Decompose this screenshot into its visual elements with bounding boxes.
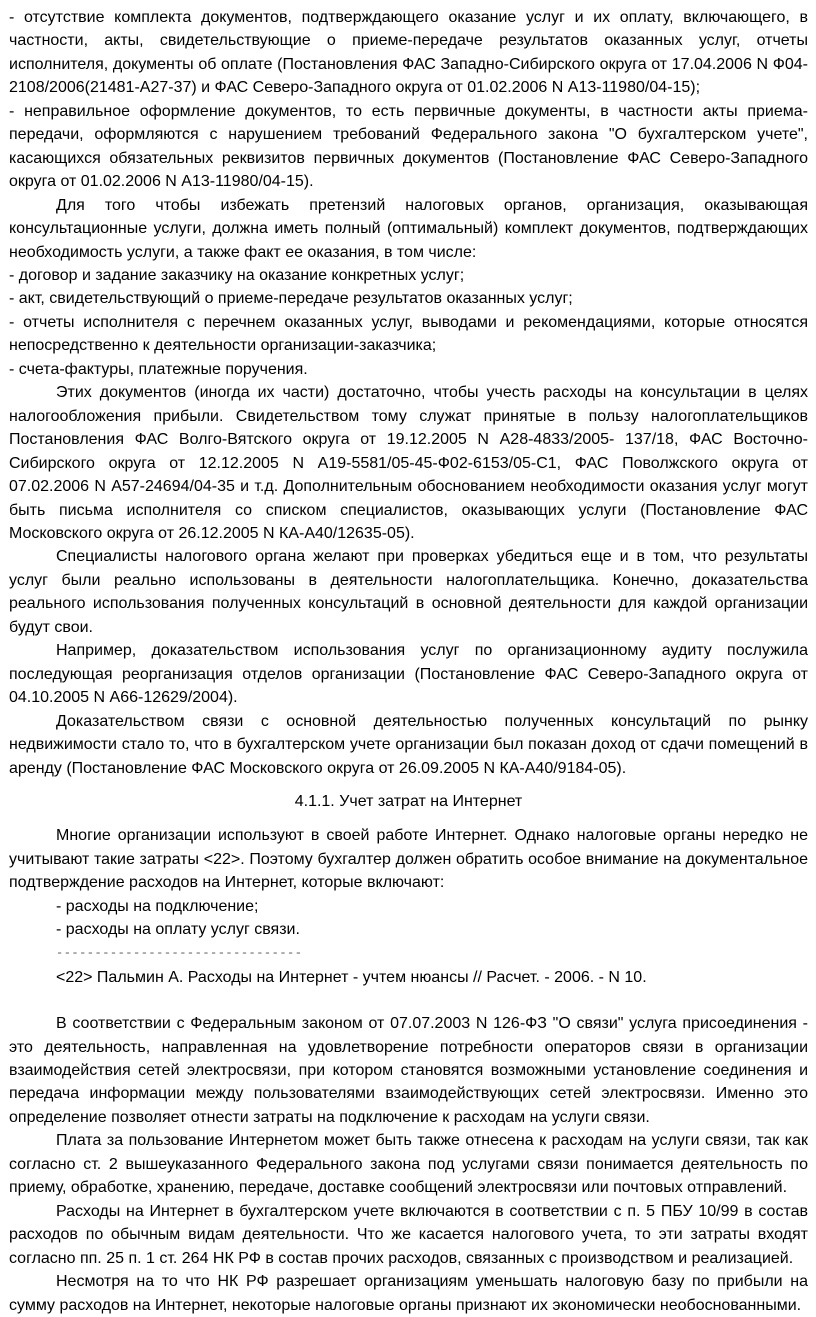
spacer [9, 989, 808, 1012]
list-item-act: - акт, свидетельствующий о приеме-передаче результатов оказанных услуг; [9, 290, 573, 308]
paragraph-internet-fee: Плата за пользование Интернетом может быть также отнесена к расходам на услуги связи, так как согласно ст. 2 вышеуказанного Федерального закона под услугами связи понимается деятельность по приему, обработке, хранению, передаче, доставке сообщений электросвязи или почтовых отправлений. [9, 1132, 808, 1197]
list-item-connection: - расходы на подключение; [56, 897, 259, 915]
paragraph-accounting: Расходы на Интернет в бухгалтерском учете включаются в соответствии с п. 5 ПБУ 10/99 в состав расходов по обычным видам деятельности. Что же касается налогового учета, то эти затраты входят согласно пп. 25 п. 1 ст. 264 НК РФ в состав прочих расходов, связанных с производством и реализацией. [9, 1202, 808, 1267]
footnote-22: <22> Пальмин А. Расходы на Интернет - учтем нюансы // Расчет. - 2006. - N 10. [56, 968, 647, 986]
section-heading: 4.1.1. Учет затрат на Интернет [294, 792, 523, 810]
paragraph-tax-authorities: Несмотря на то что НК РФ разрешает организациям уменьшать налоговую базу по прибыли на сумму расходов на Интернет, некоторые налоговые органы признают их экономически необоснованными. [9, 1273, 808, 1314]
list-item-communication: - расходы на оплату услуг связи. [56, 921, 300, 939]
list-item-contract: - договор и задание заказчику на оказание конкретных услуг; [9, 266, 465, 284]
paragraph-incorrect-formatting: - неправильное оформление документов, то есть первичные документы, в частности акты приема-передачи, оформляются с нарушением требований Федерального закона "О бухгалтерском учете", касающихся обязательных реквизитов первичных документов (Постановление ФАС Северо-Западного округа от 01.02.2006 N А13-11980/04-15). [9, 102, 808, 191]
paragraph-tax-specialists: Специалисты налогового органа желают при проверках убедиться еще и в том, что результаты услуг были реально использованы в деятельности налогоплательщика. Конечно, доказательства реального использования полученных консультаций в основной деятельности для каждой организации будут свои. [9, 548, 808, 636]
paragraph-real-estate-proof: Доказательством связи с основной деятельностью полученных консультаций по рынку недвижимости стало то, что в бухгалтерском учете организации был показан доход от сдачи помещений в аренду (Постановление ФАС Московского округа от 26.09.2005 N КА-А40/9184-05). [9, 712, 808, 777]
footnote-separator: -------------------------------- [56, 945, 303, 960]
paragraph-avoid-claims: Для того чтобы избежать претензий налоговых органов, организация, оказывающая консультационные услуги, должна иметь полный (оптимальный) комплект документов, подтверждающих необходимость услуги, а также факт ее оказания, в том числе: [9, 196, 808, 261]
paragraph-internet-intro: Многие организации используют в своей работе Интернет. Однако налоговые органы нередко не учитывают такие затраты <22>. Поэтому бухгалтер должен обратить особое внимание на документальное подтверждение расходов на Интернет, которые включают: [9, 827, 808, 892]
paragraph-missing-documents: - отсутствие комплекта документов, подтверждающего оказание услуг и их оплату, включающего, в частности, акты, свидетельствующие о приеме-передаче результатов оказанных услуг, отчеты исполнителя, документы об оплате (Постановления ФАС Западно-Сибирского округа от 17.04.2006 N Ф04-2108/2006(21481-А27-37) и ФАС Северо-Западного округа от 01.02.2006 N А13-11980/04-15); [9, 9, 808, 97]
paragraph-example-audit: Например, доказательством использования услуг по организационному аудиту послужила последующая реорганизация отделов организации (Постановление ФАС Северо-Западного округа от 04.10.2005 N А66-12629/2004). [9, 642, 808, 707]
paragraph-documents-sufficient: Этих документов (иногда их части) достаточно, чтобы учесть расходы на консультации в целях налогообложения прибыли. Свидетельством тому служат принятые в пользу налогоплательщиков Постановления ФАС Волго-Вятского округа от 19.12.2005 N А28-4833/2005- 137/18, ФАС Восточно-Сибирского округа от 12.12.2005 N А19-5581/05-45-Ф02-6153/05-С1, ФАС Поволжского округа от 07.02.2006 N А57-24694/04-35 и т.д. Дополнительным обоснованием необходимости оказания услуг могут быть письма исполнителя со списком специалистов, оказывающих услуги (Постановление ФАС Московского округа от 26.12.2005 N КА-А40/12635-05). [9, 384, 808, 542]
list-item-invoices: - счета-фактуры, платежные поручения. [9, 360, 308, 378]
paragraph-communication-law: В соответствии с Федеральным законом от 07.07.2003 N 126-ФЗ "О связи" услуга присоединения - это деятельность, направленная на удовлетворение потребности операторов связи в организации взаимодействия сетей электросвязи, при котором становятся возможными установление соединения и передача информации между пользователями взаимодействующих сетей электросвязи. Именно это определение позволяет отнести затраты на подключение к расходам на услуги связи. [9, 1015, 808, 1126]
list-item-reports: - отчеты исполнителя с перечнем оказанных услуг, выводами и рекомендациями, которые относятся непосредственно к деятельности организации-заказчика; [9, 313, 808, 355]
